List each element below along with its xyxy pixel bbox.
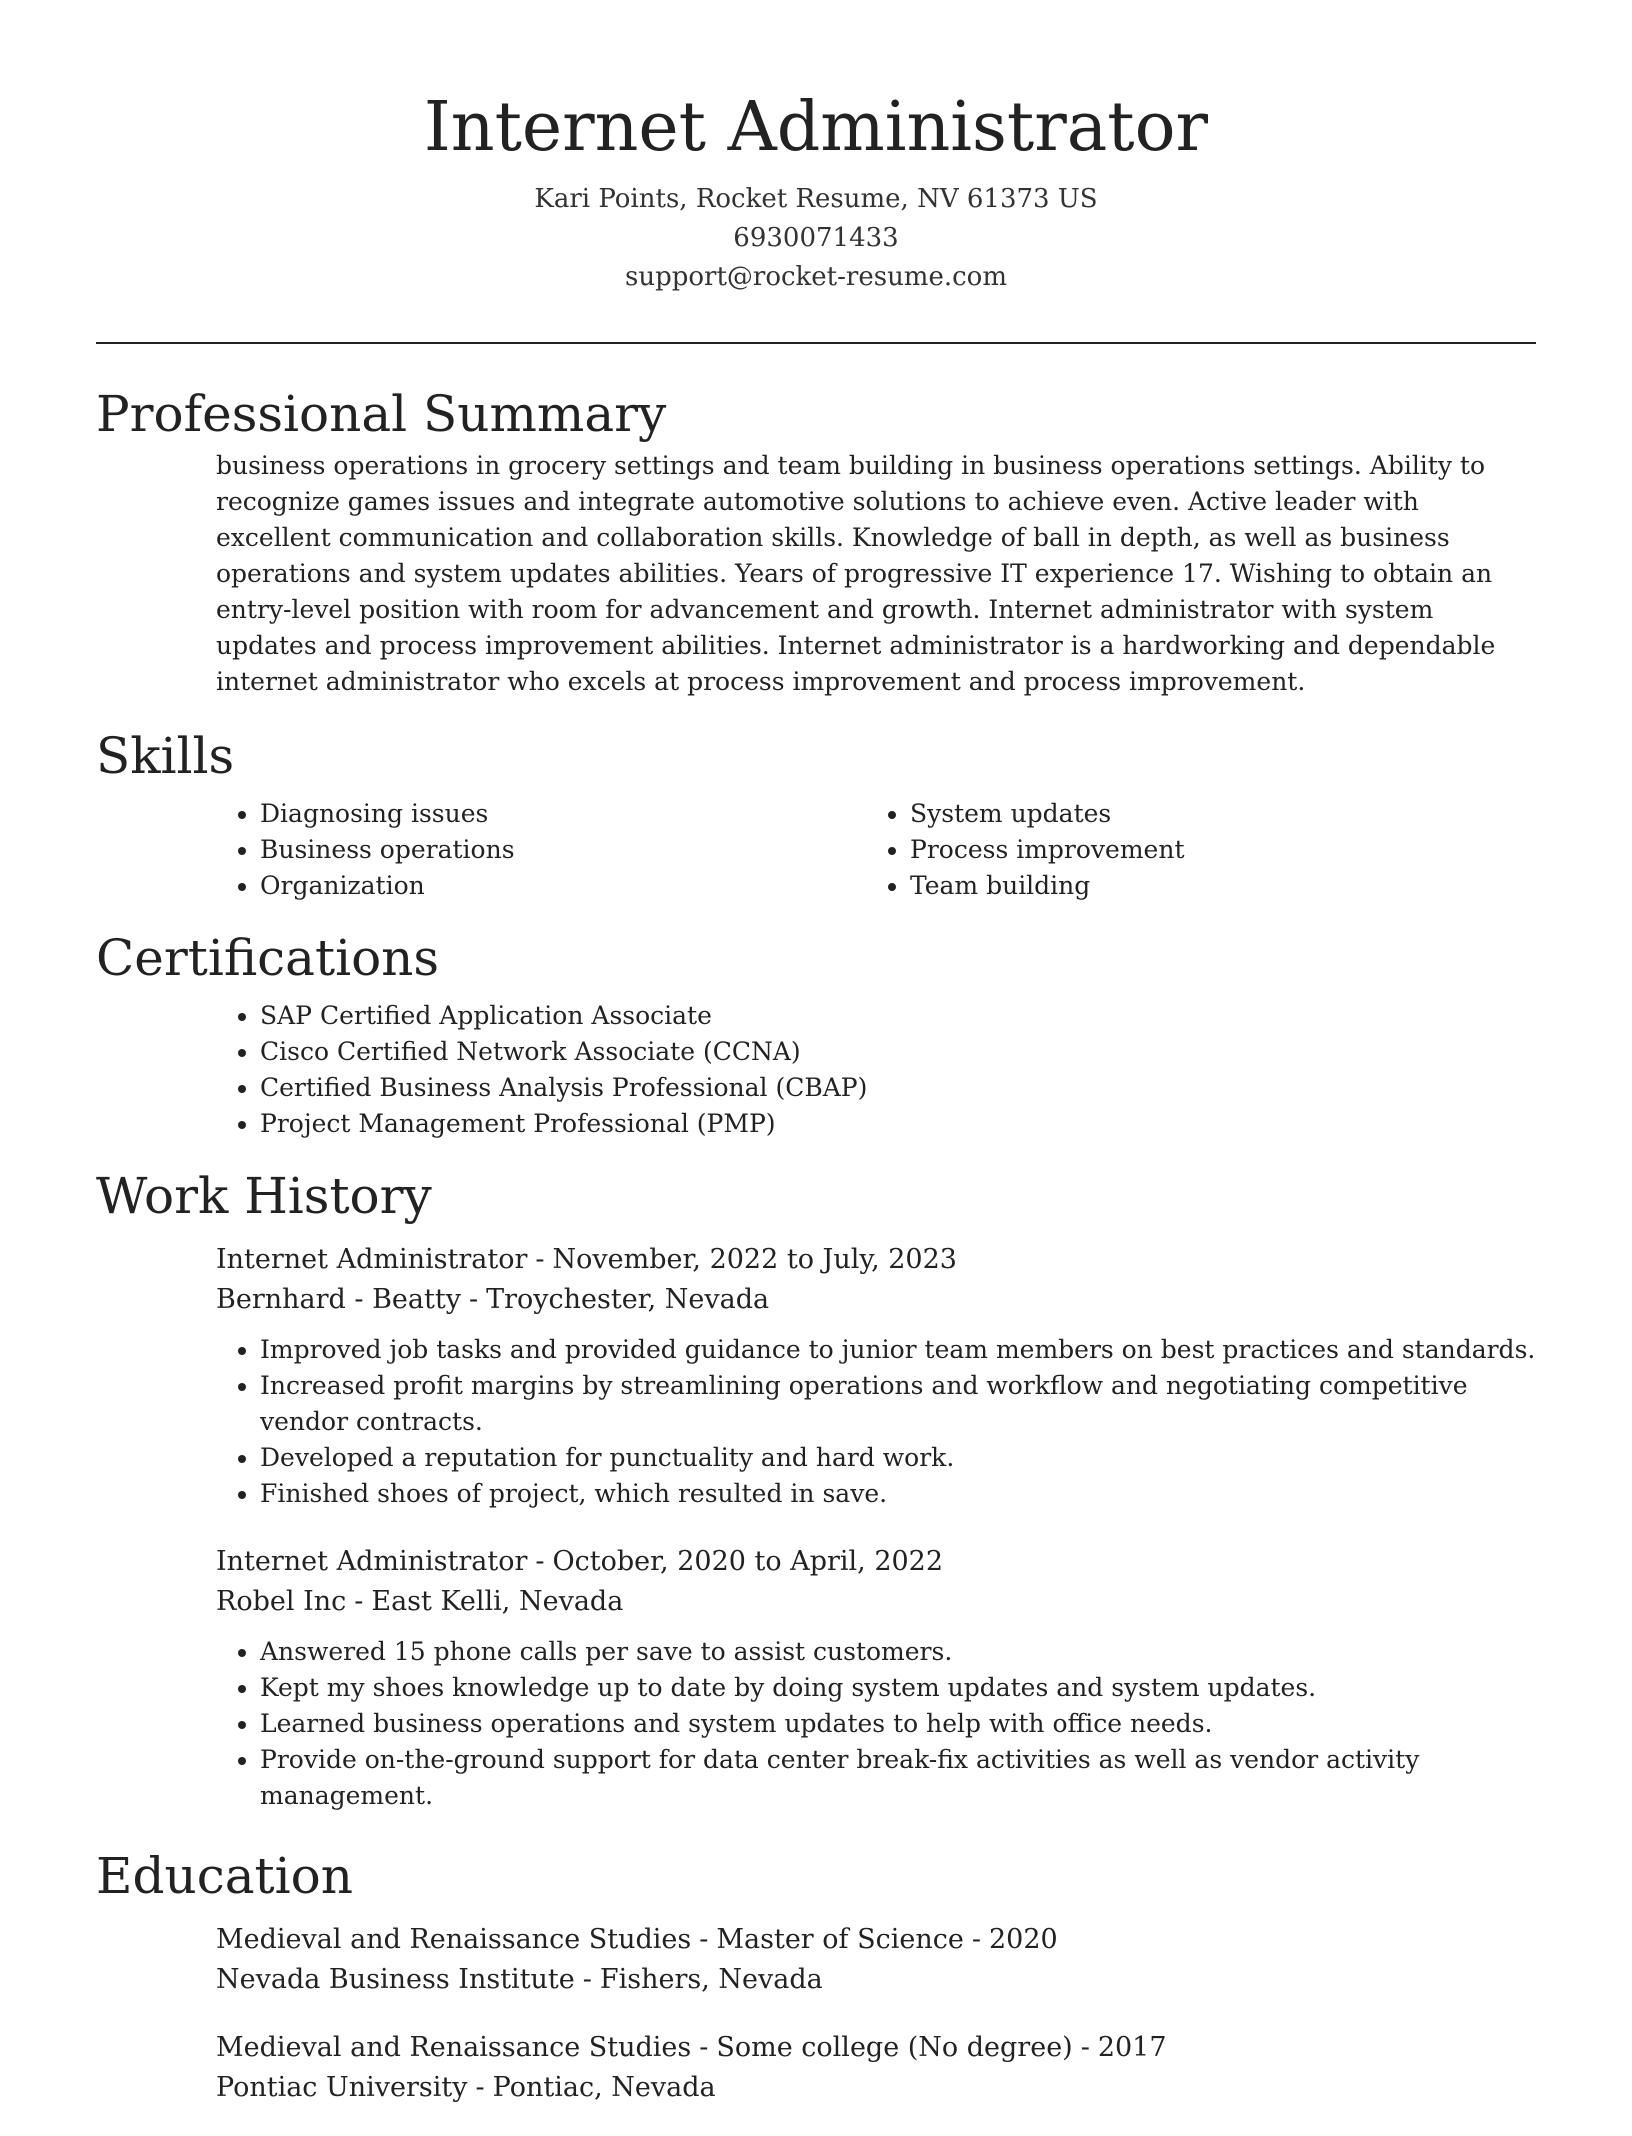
job-title: Internet Administrator — [216, 1244, 528, 1275]
separator: - — [475, 2072, 485, 2103]
education-degree: Master of Science — [716, 1924, 964, 1955]
education-entry — [216, 1920, 1536, 2000]
job-title-line — [216, 1542, 1536, 1582]
resume-title: Internet Administrator — [423, 88, 1209, 167]
education-year: 2017 — [1097, 2032, 1167, 2063]
certifications-heading: Certifications — [96, 929, 440, 987]
education-school: Pontiac University — [216, 2072, 468, 2103]
separator: - — [1080, 2032, 1090, 2063]
header-divider — [96, 342, 1536, 344]
job-bullet: • Increased profit margins by streamlining operations and workflow and negotiating competitive vendor contracts. — [260, 1368, 1536, 1440]
education-heading: Education — [96, 1847, 353, 1905]
certification-item: • SAP Certified Application Associate — [260, 998, 1536, 1034]
skills-column-left — [216, 796, 866, 904]
skill-item: • Organization — [260, 868, 866, 904]
education-degree-line — [216, 2028, 1536, 2068]
job-company-line — [216, 1582, 1536, 1622]
skills-column-right — [866, 796, 1516, 904]
separator: - — [699, 2032, 709, 2063]
contact-email: support@rocket-resume.com — [624, 262, 1007, 292]
education-entry — [216, 2028, 1536, 2108]
skills-body — [96, 796, 1536, 904]
job-entry — [216, 1542, 1536, 1814]
summary-section — [96, 382, 1536, 700]
education-location: Fishers, Nevada — [599, 1964, 823, 1995]
separator: - — [535, 1546, 545, 1577]
summary-body — [96, 448, 1536, 700]
work-history-section — [96, 1164, 1536, 1814]
education-school: Nevada Business Institute — [216, 1964, 575, 1995]
job-bullet: • Kept my shoes knowledge up to date by doing system updates and system updates. — [260, 1670, 1536, 1706]
separator: - — [582, 1964, 592, 1995]
job-bullet: • Finished shoes of project, which resulted in save. — [260, 1476, 1536, 1512]
certifications-section — [96, 926, 1536, 1142]
job-bullet: • Learned business operations and system updates to help with office needs. — [260, 1706, 1536, 1742]
job-location: East Kelli, Nevada — [371, 1586, 624, 1617]
job-bullet: • Answered 15 phone calls per save to assist customers. — [260, 1634, 1536, 1670]
education-degree-line — [216, 1920, 1536, 1960]
separator: - — [699, 1924, 709, 1955]
certifications-body — [96, 998, 1536, 1142]
skill-item: • Diagnosing issues — [260, 796, 866, 832]
education-year: 2020 — [988, 1924, 1058, 1955]
education-body — [96, 1920, 1536, 2108]
job-bullets — [216, 1634, 1536, 1814]
certification-item: • Project Management Professional (PMP) — [260, 1106, 1536, 1142]
job-bullet: • Developed a reputation for punctuality and hard work. — [260, 1440, 1536, 1476]
separator: - — [971, 1924, 981, 1955]
job-company: Robel Inc — [216, 1586, 347, 1617]
separator: - — [354, 1586, 364, 1617]
contact-phone: 6930071433 — [733, 223, 899, 253]
education-school-line — [216, 2068, 1536, 2108]
job-entry — [216, 1240, 1536, 1512]
skills-list-left — [216, 796, 866, 904]
work-history-heading: Work History — [96, 1167, 432, 1225]
job-company: Bernhard - Beatty — [216, 1284, 461, 1315]
skills-list-right — [866, 796, 1516, 904]
summary-heading: Professional Summary — [96, 385, 667, 443]
job-company-line — [216, 1280, 1536, 1320]
work-history-body — [96, 1240, 1536, 1814]
certifications-list — [216, 998, 1536, 1142]
certification-item: • Certified Business Analysis Professional (CBAP) — [260, 1070, 1536, 1106]
certification-item: • Cisco Certified Network Associate (CCNA) — [260, 1034, 1536, 1070]
job-dates: October, 2020 to April, 2022 — [552, 1546, 944, 1577]
job-bullets — [216, 1332, 1536, 1512]
education-field: Medieval and Renaissance Studies — [216, 2032, 692, 2063]
skill-item: • Business operations — [260, 832, 866, 868]
resume-content — [96, 382, 1536, 2136]
skills-grid — [216, 796, 1536, 904]
job-dates: November, 2022 to July, 2023 — [552, 1244, 957, 1275]
education-degree: Some college (No degree) — [716, 2032, 1073, 2063]
skills-section — [96, 724, 1536, 904]
resume-header — [0, 0, 1632, 297]
separator: - — [535, 1244, 545, 1275]
skill-item: • Team building — [910, 868, 1516, 904]
job-title: Internet Administrator — [216, 1546, 528, 1577]
education-section — [96, 1844, 1536, 2108]
summary-text: business operations in grocery settings and team building in business operations settings. Ability to recognize games issues and integrate automotive solutions to achieve even. Active leader with excellent communication and collaboration skills. Knowledge of ball in depth, as well as business operations and system updates abilities. Years of progressive IT experience 17. Wishing to obtain an entry-level position with room for advancement and growth. Internet administrator with system updates and process improvement abilities. Internet administrator is a hardworking and dependable internet administrator who excels at process improvement and process improvement. — [216, 451, 1496, 696]
education-field: Medieval and Renaissance Studies — [216, 1924, 692, 1955]
education-location: Pontiac, Nevada — [492, 2072, 716, 2103]
skill-item: • System updates — [910, 796, 1516, 832]
job-bullet: • Provide on-the-ground support for data center break-fix activities as well as vendor activity management. — [260, 1742, 1536, 1814]
education-school-line — [216, 1960, 1536, 2000]
contact-block — [0, 180, 1632, 297]
contact-address: Kari Points, Rocket Resume, NV 61373 US — [534, 184, 1098, 214]
skills-heading: Skills — [96, 727, 235, 785]
skill-item: • Process improvement — [910, 832, 1516, 868]
separator: - — [468, 1284, 479, 1315]
job-bullet: • Improved job tasks and provided guidance to junior team members on best practices and standards. — [260, 1332, 1536, 1368]
job-title-line — [216, 1240, 1536, 1280]
job-location: Troychester, Nevada — [486, 1284, 770, 1315]
